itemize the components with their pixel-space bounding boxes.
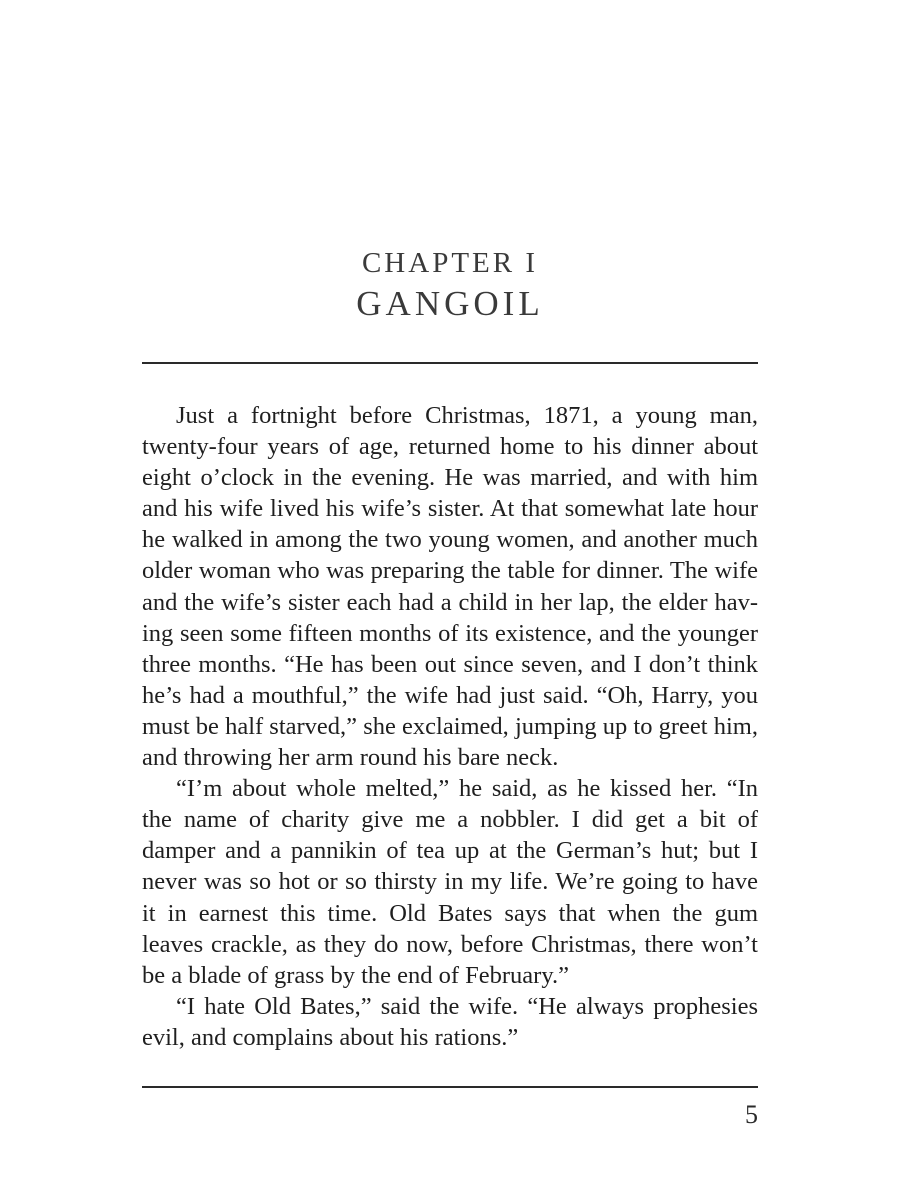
chapter-title: GANGOIL [356, 284, 544, 323]
chapter-heading [0, 245, 900, 327]
chapter-body [142, 400, 758, 1053]
chapter-number: CHAPTER I [361, 247, 539, 279]
paragraph: “I’m about whole melted,” he said, as he kissed her. “In the name of charity give me a nobbler. I did get a bit of damper and a pannikin of tea up at the German’s hut; but I never was so hot or so thirsty in my life. We’re going to have it in earnest this time. Old Bates says that when the gum leaves crackle, as they do now, before Christmas, there won’t be a blade of grass by the end of February.” [142, 775, 758, 989]
page-number: 5 [745, 1100, 758, 1129]
paragraph: Just a fortnight before Christmas, 1871, a young man, twenty-four years of age, returned home to his dinner about eight o’clock in the evening. He was married, and with him and his wife lived his wife’s sister. At that somewhat late hour he walked in among the two young women, and another much older woman who was preparing the table for dinner. The wife and the wife’s sister each had a child in her lap, the elder having seen some fifteen months of its existence, and the younger three months. “He has been out since seven, and I don’t think he’s had a mouthful,” the wife had just said. “Oh, Harry, you must be half starved,” she exclaimed, jumping up to greet him, and throwing her arm round his bare neck. [142, 402, 758, 772]
top-divider [142, 362, 758, 364]
paragraph: “I hate Old Bates,” said the wife. “He always prophesies evil, and complains about his rations.” [142, 992, 758, 1051]
bottom-divider [142, 1086, 758, 1088]
